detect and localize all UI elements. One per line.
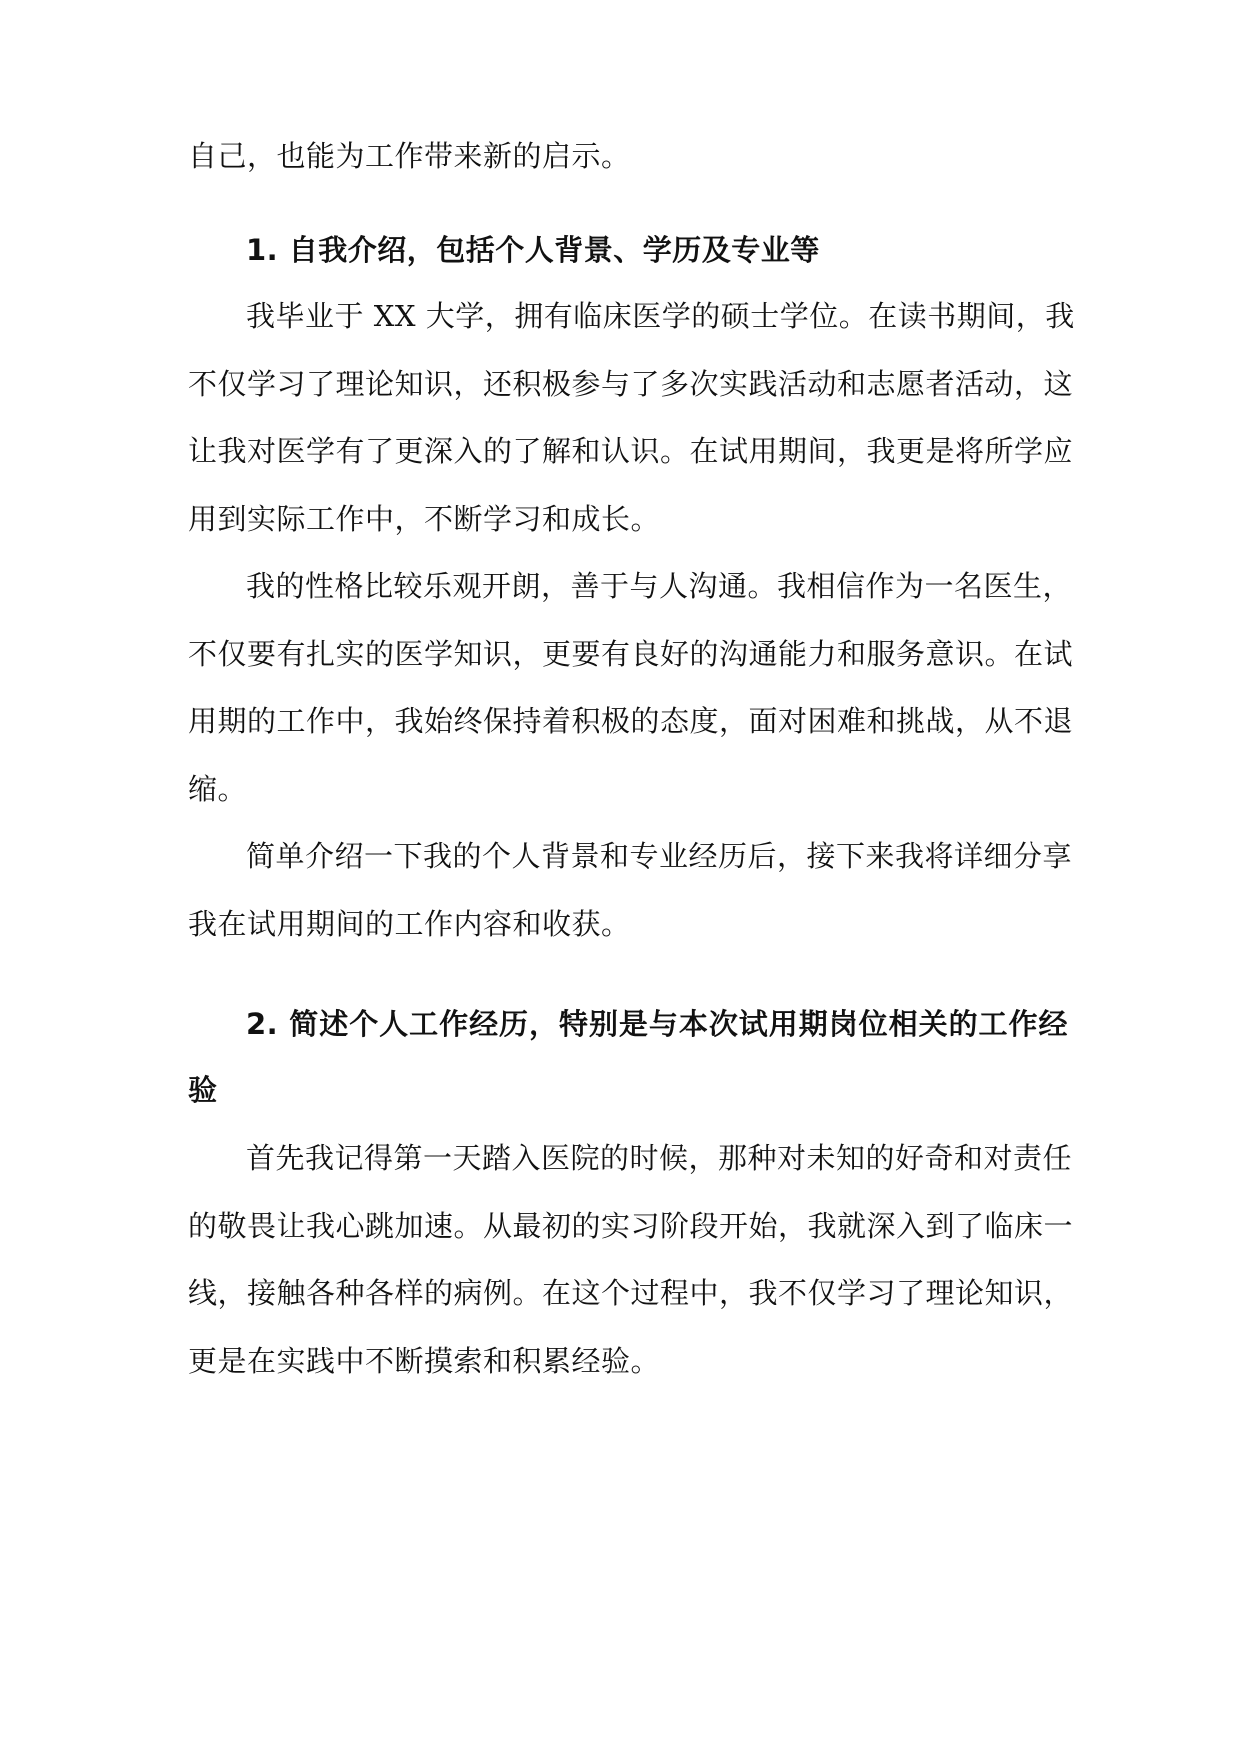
paragraph-line: 首先我记得第一天踏入医院的时候，那种对未知的好奇和对责任 bbox=[246, 1141, 1073, 1175]
section-heading-1: 1. 自我介绍，包括个人背景、学历及专业等 bbox=[246, 233, 820, 267]
paragraph-line: 更是在实践中不断摸索和积累经验。 bbox=[188, 1344, 661, 1378]
section-heading-2-continued: 验 bbox=[188, 1073, 218, 1107]
paragraph-line: 我毕业于 XX 大学，拥有临床医学的硕士学位。在读书期间，我 bbox=[246, 299, 1075, 333]
paragraph-line: 不仅学习了理论知识，还积极参与了多次实践活动和志愿者活动，这 bbox=[188, 367, 1074, 401]
paragraph-line: 我的性格比较乐观开朗，善于与人沟通。我相信作为一名医生， bbox=[246, 569, 1073, 603]
paragraph-line: 用期的工作中，我始终保持着积极的态度，面对困难和挑战，从不退 bbox=[188, 704, 1074, 738]
paragraph-line: 我在试用期间的工作内容和收获。 bbox=[188, 907, 631, 941]
section-heading-2: 2. 简述个人工作经历，特别是与本次试用期岗位相关的工作经 bbox=[246, 1007, 1068, 1041]
paragraph-line: 让我对医学有了更深入的了解和认识。在试用期间，我更是将所学应 bbox=[188, 434, 1074, 468]
paragraph-line: 线，接触各种各样的病例。在这个过程中，我不仅学习了理论知识， bbox=[188, 1276, 1074, 1310]
paragraph-line: 不仅要有扎实的医学知识，更要有良好的沟通能力和服务意识。在试 bbox=[188, 637, 1074, 671]
paragraph-line: 自己，也能为工作带来新的启示。 bbox=[188, 139, 631, 173]
paragraph-line: 缩。 bbox=[188, 772, 248, 806]
paragraph-line: 简单介绍一下我的个人背景和专业经历后，接下来我将详细分享 bbox=[246, 839, 1073, 873]
paragraph-line: 用到实际工作中，不断学习和成长。 bbox=[188, 502, 661, 536]
paragraph-line: 的敬畏让我心跳加速。从最初的实习阶段开始，我就深入到了临床一 bbox=[188, 1209, 1074, 1243]
